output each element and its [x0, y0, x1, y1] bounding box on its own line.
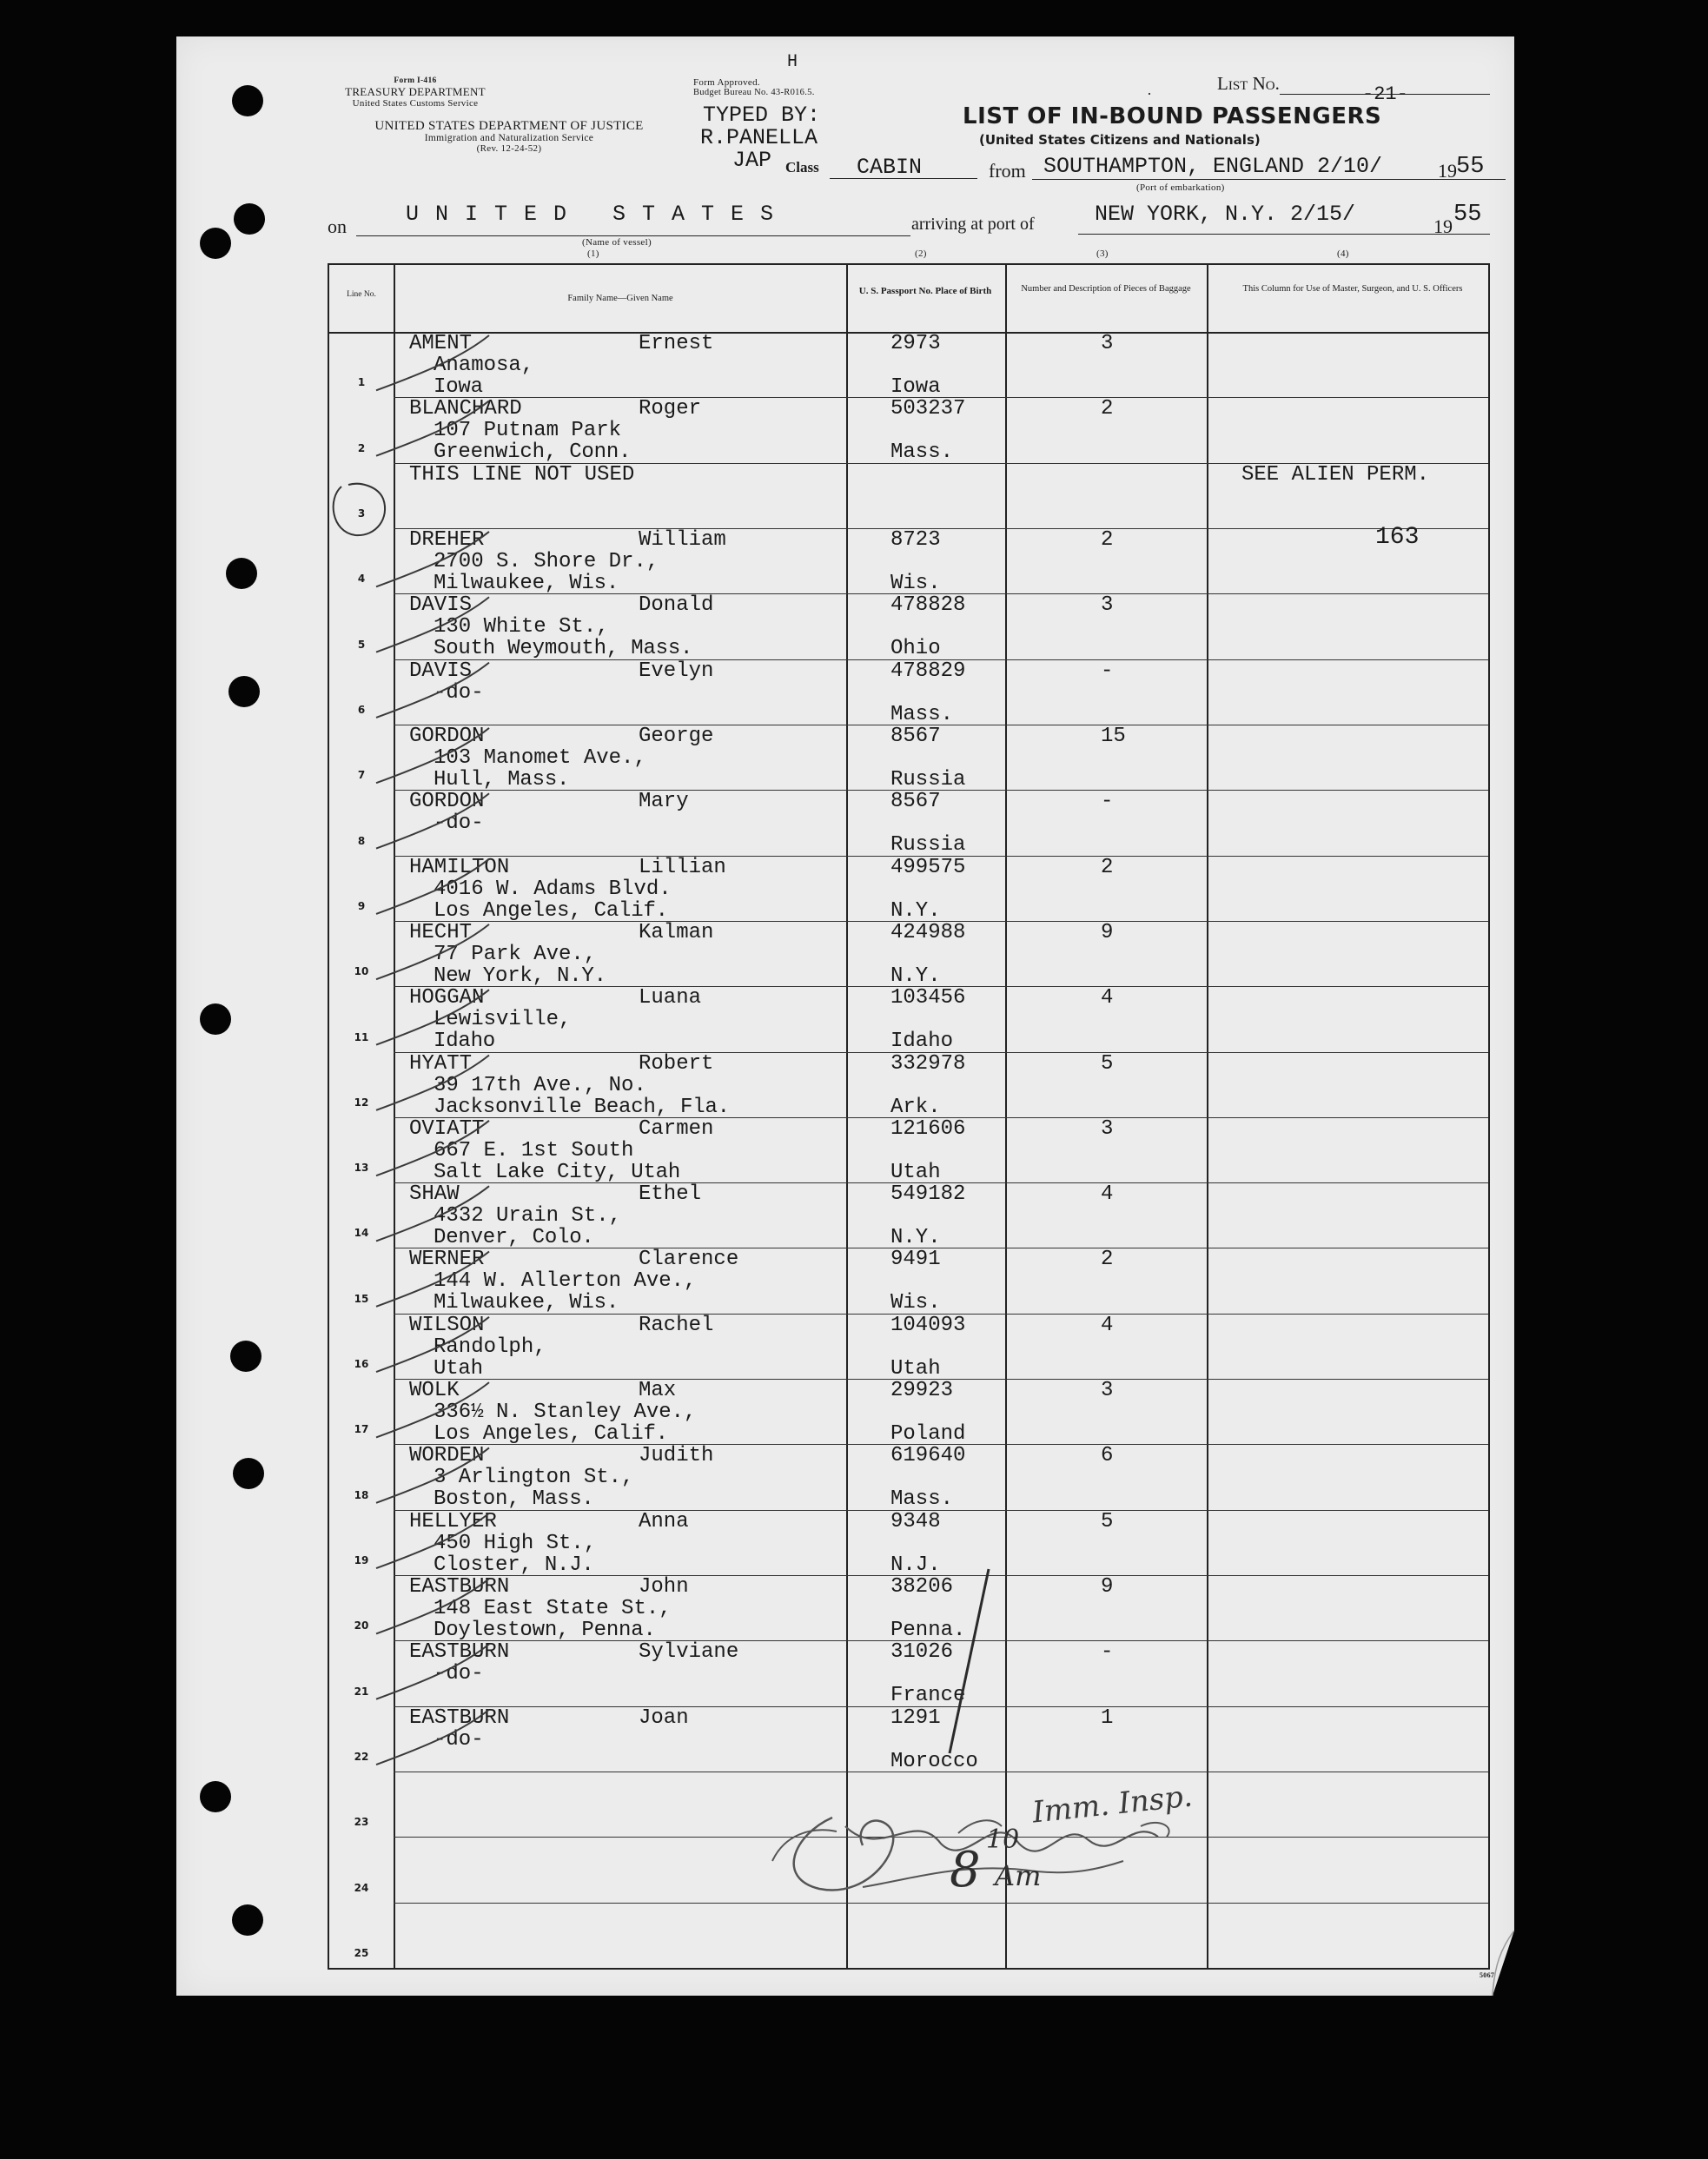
class-label: Class [785, 159, 819, 176]
page-curl [1440, 1931, 1514, 1996]
family-name: HOGGAN [409, 986, 485, 1010]
address-line-1: 4332 Urain St., [434, 1204, 622, 1229]
check-stroke [376, 859, 489, 914]
h-mark: H [787, 52, 798, 72]
baggage-count: 6 [1101, 1444, 1114, 1468]
line-number: 15 [354, 1292, 369, 1305]
passport-number: 29923 [890, 1379, 954, 1403]
address-line-1: 4016 W. Adams Blvd. [434, 877, 672, 901]
check-stroke [376, 1579, 489, 1633]
line-number: 12 [354, 1096, 369, 1109]
form-code: 5067 [1480, 1971, 1495, 1979]
arrival-port: NEW YORK, N.Y. 2/15/ [1095, 202, 1356, 227]
line-number: 1 [357, 376, 366, 389]
line-number: 23 [354, 1816, 369, 1829]
col1-caption: (1) [587, 248, 599, 259]
given-name: Luana [639, 986, 702, 1010]
line-number: 2 [357, 441, 366, 454]
given-name: Ernest [639, 332, 714, 355]
address-line-1: -do- [434, 1662, 484, 1686]
list-no-label: List No. [1217, 73, 1280, 94]
line-number: 18 [354, 1488, 369, 1501]
typed-by-initials: JAP [732, 148, 772, 173]
line-number: 22 [354, 1751, 369, 1764]
family-name: DREHER [409, 527, 485, 552]
baggage-count: 2 [1101, 397, 1114, 421]
family-name: EASTBURN [409, 1575, 510, 1599]
check-stroke [376, 1379, 489, 1437]
passport-number: 549182 [890, 1182, 966, 1207]
address-line-1: Randolph, [434, 1334, 546, 1359]
baggage-count: 3 [1101, 332, 1114, 355]
check-stroke [376, 990, 489, 1044]
family-name: DAVIS [409, 593, 473, 618]
line-number: 19 [354, 1554, 369, 1567]
address-line-2: Los Angeles, Calif. [434, 898, 668, 923]
on-label: on [328, 215, 347, 237]
passport-number: 38206 [890, 1575, 954, 1599]
justice-dept: UNITED STATES DEPARTMENT OF JUSTICE [374, 119, 644, 133]
treasury-dept: TREASURY DEPARTMENT [345, 85, 486, 98]
baggage-count: 4 [1101, 1313, 1114, 1337]
family-name: EASTBURN [409, 1705, 510, 1730]
family-name: THIS LINE NOT USED [409, 462, 635, 487]
passport-number: 503237 [890, 397, 966, 421]
baggage-count: 9 [1101, 1575, 1114, 1599]
passport-number: 1291 [890, 1705, 941, 1730]
arriving-label: arriving at port of [911, 215, 1035, 234]
line-number: 8 [357, 834, 366, 847]
place-of-birth: Mass. [890, 702, 954, 726]
baggage-count: 2 [1101, 527, 1114, 552]
family-name: HAMILTON [409, 855, 510, 879]
address-line-1: 450 High St., [434, 1531, 597, 1555]
check-stroke [376, 920, 489, 979]
address-line-1: 336½ N. Stanley Ave., [434, 1401, 697, 1425]
place-of-birth: N.Y. [890, 964, 941, 988]
address-line-1: 77 Park Ave., [434, 942, 597, 966]
address-line-2: Hull, Mass. [434, 767, 570, 791]
family-name: HECHT [409, 920, 473, 944]
address-line-1: Lewisville, [434, 1008, 572, 1032]
given-name: Sylviane [639, 1640, 739, 1665]
col-header-line: Line No. [347, 290, 376, 299]
line-number: 5 [357, 638, 366, 651]
given-name: Kalman [639, 920, 714, 944]
given-name: Carmen [639, 1116, 714, 1141]
passport-number: 424988 [890, 920, 966, 944]
baggage-count: - [1101, 1640, 1114, 1665]
address-line-1: 667 E. 1st South [434, 1138, 634, 1162]
line-number: 7 [357, 769, 366, 782]
col-header-passport: U. S. Passport No. Place of Birth [858, 286, 992, 296]
check-stroke [376, 1513, 489, 1568]
list-no-dot: · [1147, 85, 1152, 103]
place-of-birth: Mass. [890, 1487, 954, 1512]
place-of-birth: Wis. [890, 571, 941, 595]
place-of-birth: N.Y. [890, 1226, 941, 1250]
address-line-1: 144 W. Allerton Ave., [434, 1269, 697, 1294]
line-number: 25 [354, 1947, 369, 1959]
place-of-birth: Penna. [890, 1619, 966, 1643]
given-name: Judith [639, 1444, 714, 1468]
line-number: 14 [354, 1227, 369, 1240]
place-of-birth: Utah [890, 1160, 941, 1184]
check-stroke [376, 532, 489, 586]
passport-number: 31026 [890, 1640, 954, 1665]
given-name: Lillian [639, 855, 726, 879]
line-number: 4 [357, 573, 366, 586]
passport-number: 8567 [890, 790, 941, 814]
place-of-birth: Idaho [890, 1030, 954, 1054]
revision-date: (Rev. 12-24-52) [476, 143, 542, 154]
given-name: Donald [639, 593, 714, 618]
check-stroke [376, 401, 489, 455]
address-line-1: -do- [434, 680, 484, 705]
address-line-1: 148 East State St., [434, 1597, 672, 1621]
list-title: LIST OF IN-BOUND PASSENGERS [963, 103, 1382, 129]
address-line-2: Salt Lake City, Utah [434, 1160, 681, 1184]
passport-number: 619640 [890, 1444, 966, 1468]
vessel-caption: (Name of vessel) [582, 237, 652, 248]
manifest-page [176, 36, 1514, 1996]
from-year: 55 [1456, 154, 1485, 180]
family-name: WOLK [409, 1379, 460, 1403]
given-name: Rachel [639, 1313, 714, 1337]
address-line-2: Denver, Colo. [434, 1226, 594, 1250]
address-line-2: Iowa [434, 375, 483, 399]
embarkation-port: SOUTHAMPTON, ENGLAND 2/10/ [1043, 154, 1383, 179]
baggage-count: - [1101, 659, 1114, 683]
col-header-baggage: Number and Description of Pieces of Baggage [1021, 284, 1191, 294]
address-line-2: Utah [434, 1356, 483, 1381]
check-stroke [376, 1444, 489, 1502]
passport-number: 332978 [890, 1051, 966, 1076]
immigration-service: Immigration and Naturalization Service [424, 133, 594, 143]
arrival-time-suffix: Am [995, 1859, 1042, 1892]
budget-bureau: Budget Bureau No. 43-R016.5. [693, 88, 815, 97]
address-line-2: Jacksonville Beach, Fla. [434, 1095, 730, 1119]
baggage-count: 5 [1101, 1509, 1114, 1533]
baggage-count: 2 [1101, 1248, 1114, 1272]
place-of-birth: Russia [890, 833, 966, 858]
address-line-2: Idaho [434, 1030, 496, 1054]
line-number: 11 [354, 1030, 369, 1043]
family-name: WORDEN [409, 1444, 485, 1468]
list-no-value: -21- [1362, 83, 1408, 105]
place-of-birth: Poland [890, 1422, 966, 1447]
line-number: 24 [354, 1881, 369, 1894]
line-number: 10 [354, 965, 369, 978]
from-year-prefix: 19 [1438, 160, 1457, 182]
baggage-count: 3 [1101, 1116, 1114, 1141]
family-name: WERNER [409, 1248, 485, 1272]
baggage-count: 15 [1101, 724, 1126, 748]
passport-number: 104093 [890, 1313, 966, 1337]
arrival-year: 55 [1453, 202, 1482, 228]
address-line-1: 2700 S. Shore Dr., [434, 549, 659, 573]
typed-by-name: R.PANELLA [700, 125, 818, 150]
passport-number: 478829 [890, 659, 966, 683]
address-line-1: 3 Arlington St., [434, 1466, 634, 1490]
baggage-count: 4 [1101, 986, 1114, 1010]
passport-number: 478828 [890, 593, 966, 618]
passport-number: 8567 [890, 724, 941, 748]
line-number: 17 [354, 1423, 369, 1436]
place-of-birth: Ohio [890, 637, 941, 661]
given-name: Clarence [639, 1248, 739, 1272]
officer-remark: SEE ALIEN PERM. [1241, 462, 1430, 487]
given-name: Roger [639, 397, 702, 421]
form-approved: Form Approved. [693, 77, 760, 88]
passport-number: 103456 [890, 986, 966, 1010]
line-number: 13 [354, 1162, 369, 1175]
given-name: William [639, 527, 726, 552]
col3-caption: (3) [1096, 248, 1109, 259]
family-name: BLANCHARD [409, 397, 522, 421]
address-line-1: 103 Manomet Ave., [434, 745, 646, 770]
given-name: Joan [639, 1705, 689, 1730]
arrival-time-hour: 8 [950, 1842, 981, 1898]
passport-number: 9348 [890, 1509, 941, 1533]
address-line-2: New York, N.Y. [434, 964, 606, 988]
place-of-birth: Russia [890, 767, 966, 791]
place-of-birth: Mass. [890, 440, 954, 465]
given-name: Evelyn [639, 659, 714, 683]
col-header-name: Family Name—Given Name [567, 294, 673, 303]
address-line-1: -do- [434, 811, 484, 836]
baggage-count: - [1101, 790, 1114, 814]
vessel-name: U N I T E D S T A T E S [406, 202, 776, 227]
embarkation-caption: (Port of embarkation) [1136, 182, 1225, 193]
customs-service: United States Customs Service [352, 98, 479, 109]
passport-number: 2973 [890, 332, 941, 355]
address-line-2: Doylestown, Penna. [434, 1619, 656, 1643]
family-name: HELLYER [409, 1509, 497, 1533]
family-name: OVIATT [409, 1116, 485, 1141]
given-name: George [639, 724, 714, 748]
family-name: WILSON [409, 1313, 485, 1337]
check-stroke [376, 332, 489, 390]
place-of-birth: Iowa [890, 375, 941, 399]
passport-number: 8723 [890, 527, 941, 552]
baggage-count: 4 [1101, 1182, 1114, 1207]
from-label: from [989, 160, 1026, 182]
given-name: Robert [639, 1051, 714, 1076]
baggage-count: 5 [1101, 1051, 1114, 1076]
family-name: HYATT [409, 1051, 473, 1076]
check-stroke [376, 663, 489, 718]
address-line-2: Los Angeles, Calif. [434, 1422, 668, 1447]
given-name: Ethel [639, 1182, 702, 1207]
address-line-2: Greenwich, Conn. [434, 440, 632, 465]
address-line-2: South Weymouth, Mass. [434, 637, 693, 661]
address-line-2: Milwaukee, Wis. [434, 1291, 619, 1315]
baggage-count: 9 [1101, 920, 1114, 944]
check-stroke [376, 1186, 489, 1241]
check-stroke [376, 790, 489, 848]
arrival-time-minutes: 10 [986, 1825, 1020, 1855]
address-line-2: Milwaukee, Wis. [434, 571, 619, 595]
officer-remark: 163 [1375, 523, 1420, 551]
place-of-birth: France [890, 1684, 966, 1708]
check-stroke [376, 1121, 489, 1176]
class-value: CABIN [857, 155, 923, 180]
form-no: Form I-416 [394, 76, 437, 85]
address-line-2: Closter, N.J. [434, 1553, 594, 1577]
col-header-officers: This Column for Use of Master, Surgeon, and U. S. Officers [1242, 284, 1463, 294]
place-of-birth: Utah [890, 1356, 941, 1381]
check-stroke [376, 728, 489, 783]
family-name: AMENT [409, 332, 473, 355]
baggage-count: 2 [1101, 855, 1114, 879]
address-line-1: Anamosa, [434, 354, 534, 377]
baggage-count: 1 [1101, 1705, 1114, 1730]
given-name: Max [639, 1379, 677, 1403]
check-stroke [376, 597, 489, 652]
family-name: GORDON [409, 724, 485, 748]
place-of-birth: N.J. [890, 1553, 941, 1577]
line-number: 9 [357, 899, 366, 912]
col2-caption: (2) [915, 248, 927, 259]
given-name: Anna [639, 1509, 689, 1533]
line-number: 6 [357, 703, 366, 716]
place-of-birth: N.Y. [890, 898, 941, 923]
place-of-birth: Wis. [890, 1291, 941, 1315]
col4-caption: (4) [1337, 248, 1349, 259]
given-name: Mary [639, 790, 689, 814]
passport-number: 9491 [890, 1248, 941, 1272]
address-line-1: 107 Putnam Park [434, 419, 622, 443]
family-name: SHAW [409, 1182, 460, 1207]
family-name: EASTBURN [409, 1640, 510, 1665]
line-number: 16 [354, 1358, 369, 1371]
line-number: 21 [354, 1685, 369, 1698]
check-stroke [376, 1056, 489, 1110]
address-line-2: Boston, Mass. [434, 1487, 594, 1512]
given-name: John [639, 1575, 689, 1599]
inspector-title: Imm. Insp. [1030, 1778, 1195, 1831]
check-stroke [376, 1644, 489, 1699]
check-stroke [376, 1710, 489, 1765]
family-name: DAVIS [409, 659, 473, 683]
check-stroke [376, 1313, 489, 1372]
address-line-1: 130 White St., [434, 615, 609, 639]
arrival-year-prefix: 19 [1433, 215, 1453, 237]
family-name: GORDON [409, 790, 485, 814]
line-number: 3 [357, 507, 366, 520]
typed-by-label: TYPED BY: [703, 103, 821, 128]
place-of-birth: Morocco [890, 1749, 978, 1773]
check-stroke [376, 1251, 489, 1306]
place-of-birth: Ark. [890, 1095, 941, 1119]
passport-number: 499575 [890, 855, 966, 879]
baggage-count: 3 [1101, 593, 1114, 618]
address-line-1: -do- [434, 1727, 484, 1752]
baggage-count: 3 [1101, 1379, 1114, 1403]
list-subtitle: (United States Citizens and Nationals) [979, 132, 1261, 148]
address-line-1: 39 17th Ave., No. [434, 1073, 646, 1097]
line-number: 20 [354, 1619, 369, 1632]
passport-number: 121606 [890, 1116, 966, 1141]
